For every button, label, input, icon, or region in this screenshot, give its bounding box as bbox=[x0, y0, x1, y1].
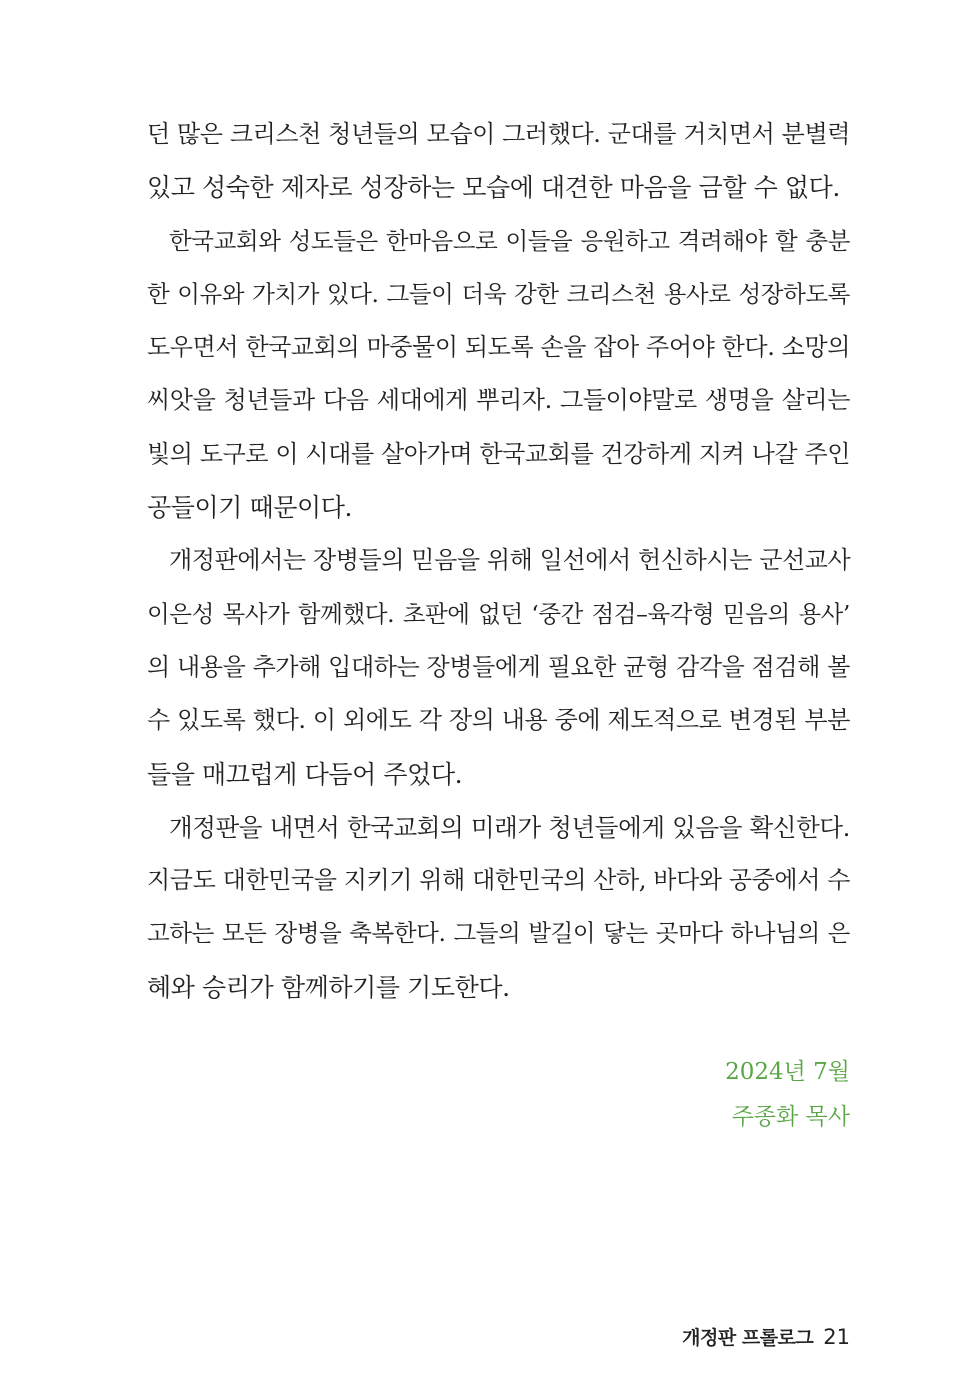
running-chapter-title: 개정판 프롤로그 bbox=[682, 1327, 814, 1349]
signature-block bbox=[725, 1050, 850, 1140]
page-number: 21 bbox=[823, 1325, 850, 1349]
text-line: 개정판을 내면서 한국교회의 미래가 청년들에게 있음을 확신한다. bbox=[169, 812, 850, 842]
text-line: 던 많은 크리스천 청년들의 모습이 그러했다. 군대를 거치면서 분별력 bbox=[147, 120, 851, 148]
text-line: 의 내용을 추가해 입대하는 장병들에게 필요한 균형 감각을 점검해 볼 bbox=[147, 652, 851, 681]
body-text bbox=[147, 108, 850, 1014]
text-line: 지금도 대한민국을 지키기 위해 대한민국의 산하, 바다와 공중에서 수 bbox=[147, 866, 851, 895]
text-line: 고하는 모든 장병을 축복한다. 그들의 발길이 닿는 곳마다 하나님의 은 bbox=[147, 919, 850, 948]
page-footer bbox=[682, 1323, 850, 1350]
text-line: 수 있도록 했다. 이 외에도 각 장의 내용 중에 제도적으로 변경된 부분 bbox=[147, 706, 850, 735]
text-line: 도우면서 한국교회의 마중물이 되도록 손을 잡아 주어야 한다. 소망의 bbox=[147, 333, 851, 362]
text-line: 공들이기 때문이다. bbox=[147, 493, 353, 523]
text-line: 빛의 도구로 이 시대를 살아가며 한국교회를 건강하게 지켜 나갈 주인 bbox=[147, 439, 851, 468]
text-line: 씨앗을 청년들과 다음 세대에게 뿌리자. 그들이야말로 생명을 살리는 bbox=[147, 386, 850, 415]
text-line: 한국교회와 성도들은 한마음으로 이들을 응원하고 격려해야 할 충분 bbox=[169, 226, 850, 255]
text-line: 혜와 승리가 함께하기를 기도한다. bbox=[147, 972, 510, 1002]
text-line: 들을 매끄럽게 다듬어 주었다. bbox=[147, 759, 463, 789]
text-line: 있고 성숙한 제자로 성장하는 모습에 대견한 마음을 금할 수 없다. bbox=[147, 173, 840, 203]
text-line: 개정판에서는 장병들의 믿음을 위해 일선에서 헌신하시는 군선교사 bbox=[169, 546, 851, 575]
text-line: 이은성 목사가 함께했다. 초판에 없던 ‘중간 점검–육각형 믿음의 용사’ bbox=[147, 599, 850, 628]
text-line: 한 이유와 가치가 있다. 그들이 더욱 강한 크리스천 용사로 성장하도록 bbox=[147, 279, 850, 308]
signature-date: 2024년 7월 bbox=[725, 1059, 850, 1085]
signature-author: 주종화 목사 bbox=[731, 1104, 850, 1130]
